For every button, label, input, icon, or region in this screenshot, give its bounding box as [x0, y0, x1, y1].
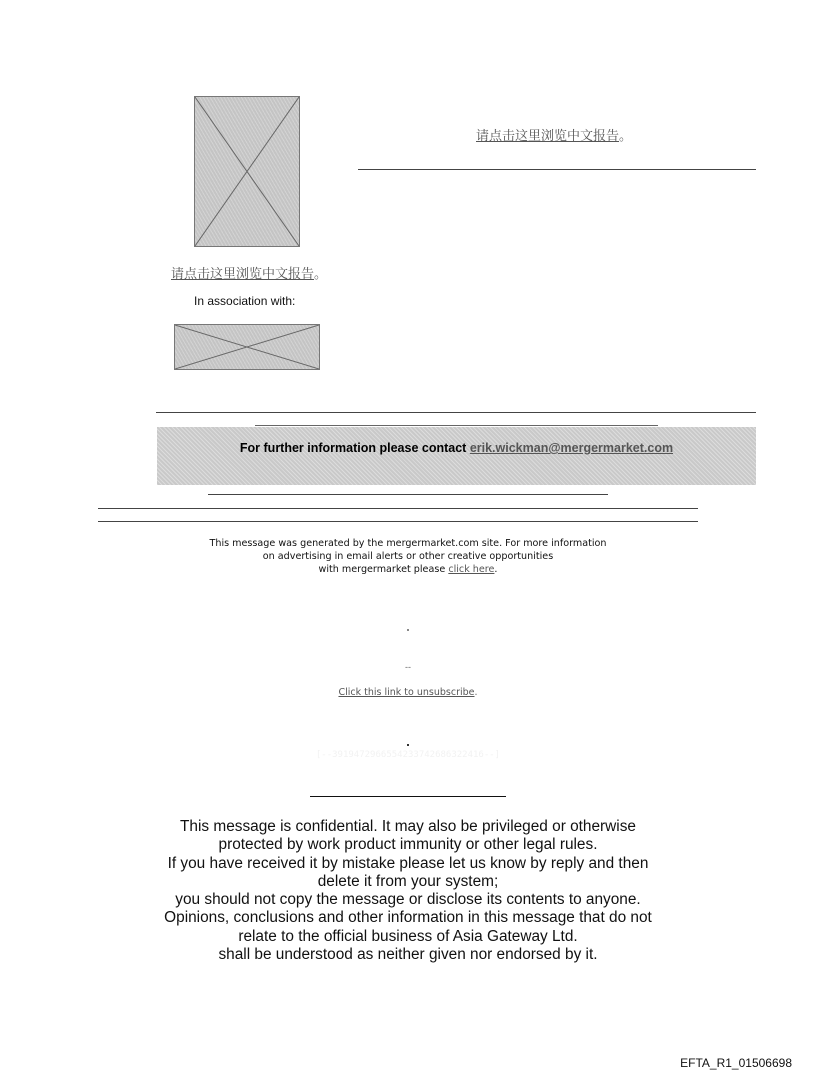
confidential-line: delete it from your system; — [317, 872, 499, 890]
confidentiality-notice — [120, 818, 696, 964]
generated-notice — [150, 537, 666, 576]
chinese-report-link-right[interactable]: 请点击这里浏览中文报告 — [476, 129, 620, 144]
generated-line-1: This message was generated by the mergermarket.com site. For more information — [209, 538, 607, 549]
unsubscribe-line — [250, 687, 566, 698]
contact-banner — [157, 427, 756, 485]
divider-line — [156, 412, 756, 413]
contact-email-link[interactable]: erik.wickman@mergermarket.com — [469, 441, 674, 455]
chinese-report-link-right-wrapper — [476, 125, 632, 145]
document-id: EFTA_R1_01506698 — [680, 1056, 792, 1070]
chinese-report-link-left[interactable]: 请点击这里浏览中文报告 — [171, 267, 315, 282]
click-here-link[interactable]: click here — [448, 564, 495, 575]
confidential-line: Opinions, conclusions and other information in this message that do not — [164, 909, 652, 927]
contact-text — [157, 441, 756, 455]
association-label: In association with: — [194, 294, 296, 308]
divider-line — [255, 425, 658, 426]
broken-image-partner-logo — [174, 324, 320, 370]
chinese-period: 。 — [619, 129, 633, 144]
confidential-line: you should not copy the message or disclose its contents to anyone. — [175, 891, 641, 909]
divider-line — [98, 508, 698, 509]
confidential-line: relate to the official business of Asia Gateway Ltd. — [238, 927, 578, 945]
generated-line-2: on advertising in email alerts or other creative opportunities — [262, 551, 554, 562]
confidential-line: protected by work product immunity or other legal rules. — [218, 836, 598, 854]
chinese-report-link-left-wrapper — [171, 263, 327, 283]
image-placeholder-icon — [195, 97, 299, 246]
divider-line — [208, 494, 608, 495]
divider-line — [98, 521, 698, 522]
generated-line-3 — [150, 563, 666, 576]
confidential-line: shall be understood as neither given nor endorsed by it. — [218, 946, 598, 964]
tracking-dot — [404, 744, 412, 746]
header-divider — [358, 169, 756, 170]
unsubscribe-dash: -- — [405, 662, 411, 672]
generated-line-3-suffix: . — [494, 564, 498, 575]
broken-image-logo — [194, 96, 300, 247]
tracking-id: [--3919472966554233742686322416--] — [315, 750, 501, 760]
signature-divider — [310, 796, 506, 797]
chinese-period: 。 — [314, 267, 328, 282]
confidential-line: This message is confidential. It may also be privileged or otherwise — [180, 818, 636, 835]
unsubscribe-suffix: . — [474, 687, 478, 698]
confidential-line: If you have received it by mistake please let us know by reply and then — [167, 854, 649, 872]
unsubscribe-link[interactable]: Click this link to unsubscribe — [338, 687, 475, 698]
contact-prefix: For further information please contact — [239, 441, 467, 455]
separator-dot — [404, 629, 412, 631]
image-placeholder-icon — [175, 325, 319, 369]
generated-line-3-prefix: with mergermarket please — [318, 564, 446, 575]
